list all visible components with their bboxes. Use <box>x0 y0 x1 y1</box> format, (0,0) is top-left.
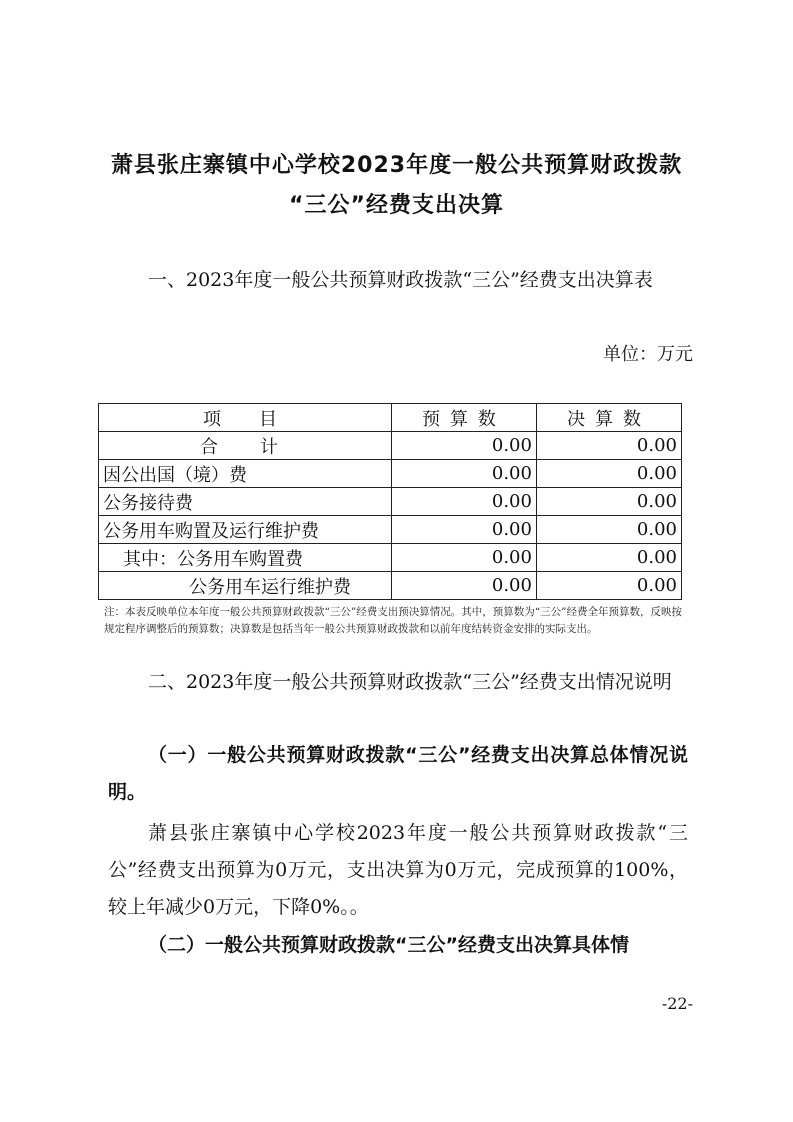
subsection-1-heading: （一）一般公共预算财政拨款“三公”经费支出决算总体情况说明。 <box>108 744 688 803</box>
row-item: 合 计 <box>99 432 392 460</box>
section-2-heading: 二、2023年度一般公共预算财政拨款“三公”经费支出情况说明 <box>148 671 672 693</box>
subsection-1-body: 萧县张庄寨镇中心学校2023年度一般公共预算财政拨款“三公”经费支出预算为0万元，支出决算为0万元，完成预算的100%，较上年减少0万元，下降0%。。 <box>108 822 688 918</box>
document-title-line-2: “三公”经费支出决算 <box>289 193 504 218</box>
row-budget: 0.00 <box>391 432 536 460</box>
row-budget: 0.00 <box>391 488 536 516</box>
row-item: 公务用车运行维护费 <box>99 572 392 600</box>
table-note: 注：本表反映单位本年度一般公共预算财政拨款“三公”经费支出预决算情况。其中，预算数为“三公”经费全年预算数，反映按规定程序调整后的预算数；决算数是包括当年一般公共预算财政拨款和以前年度结转资金安排的实际支出。 <box>104 606 682 635</box>
row-budget: 0.00 <box>391 544 536 572</box>
row-budget: 0.00 <box>391 516 536 544</box>
table-row <box>99 572 682 600</box>
header-item: 项 目 <box>99 404 392 432</box>
row-actual: 0.00 <box>536 516 681 544</box>
table-header-row <box>99 404 682 432</box>
row-budget: 0.00 <box>391 460 536 488</box>
row-actual: 0.00 <box>536 572 681 600</box>
header-actual: 决算数 <box>536 404 681 432</box>
row-actual: 0.00 <box>536 460 681 488</box>
table-row <box>99 460 682 488</box>
table-row <box>99 516 682 544</box>
section-1-heading: 一、2023年度一般公共预算财政拨款“三公”经费支出决算表 <box>148 269 653 291</box>
row-item: 因公出国（境）费 <box>99 460 392 488</box>
row-actual: 0.00 <box>536 432 681 460</box>
expense-table <box>98 403 682 600</box>
row-item: 公务用车购置及运行维护费 <box>99 516 392 544</box>
row-budget: 0.00 <box>391 572 536 600</box>
subsection-2-heading: （二）一般公共预算财政拨款“三公”经费支出决算具体情 <box>148 934 629 956</box>
table-row <box>99 544 682 572</box>
header-budget: 预算数 <box>391 404 536 432</box>
row-actual: 0.00 <box>536 488 681 516</box>
row-actual: 0.00 <box>536 544 681 572</box>
document-title-line-1: 萧县张庄寨镇中心学校2023年度一般公共预算财政拨款 <box>110 153 683 178</box>
table-row-total <box>99 432 682 460</box>
unit-label: 单位：万元 <box>603 344 693 365</box>
row-item: 公务接待费 <box>99 488 392 516</box>
page-number: -22- <box>661 994 693 1013</box>
row-item: 其中：公务用车购置费 <box>99 544 392 572</box>
table-row <box>99 488 682 516</box>
